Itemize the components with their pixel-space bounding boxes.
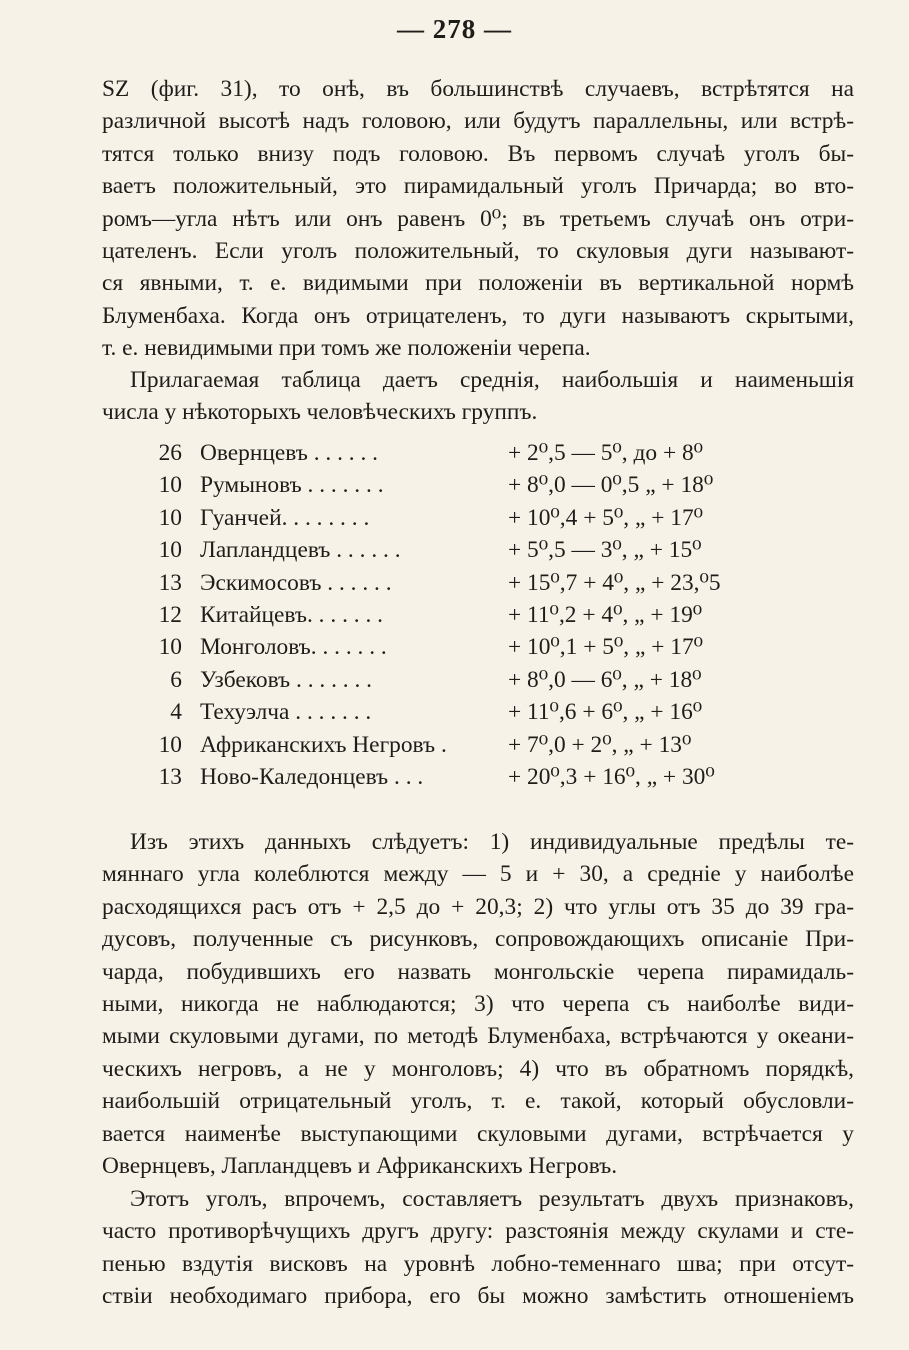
table-group: Ново-Каледонцевъ . . . — [200, 763, 424, 790]
table-values: + 20⁰,3 + 16⁰, „ + 30⁰ — [508, 763, 715, 790]
table-group: Эскимосовъ . . . . . . — [200, 569, 392, 596]
table-values: + 8⁰,0 — 0⁰,5 „ + 18⁰ — [508, 472, 714, 499]
table-group: Китайцевъ. . . . . . . — [200, 601, 384, 628]
text-line: ся явными, т. е. видимыми при положенiи въ вертикальной нормѣ — [102, 270, 854, 297]
paragraph-1 — [102, 73, 854, 365]
table-group: Узбековъ . . . . . . . — [200, 666, 373, 693]
text-line: ствiи необходимаго прибора, его бы можно замѣстить отношенiемъ — [102, 1283, 854, 1310]
text-line: тятся только внизу подъ головою. Въ первомъ случаѣ уголъ бы- — [102, 140, 854, 167]
text-line: т. е. невидимыми при томъ же положенiи черепа. — [102, 335, 591, 362]
table-group: Африканскихъ Негровъ . — [200, 731, 447, 758]
table-values: + 11⁰,2 + 4⁰, „ + 19⁰ — [508, 601, 703, 628]
table-values: + 5⁰,5 — 3⁰, „ + 15⁰ — [508, 537, 702, 564]
table-group: Техуэлча . . . . . . . — [200, 699, 372, 726]
text-line: ромъ—угла нѣтъ или онъ равенъ 0⁰; въ третьемъ случаѣ онъ отри- — [102, 205, 854, 232]
text-line: вается наименѣе выступающими скуловыми дугами, встрѣчается у — [102, 1120, 854, 1147]
table-group: Лапландцевъ . . . . . . — [200, 537, 401, 564]
table-group: Румыновъ . . . . . . . — [200, 472, 384, 499]
text-line: Этотъ уголъ, впрочемъ, составляетъ результатъ двухъ признаковъ, — [130, 1186, 854, 1212]
paragraph-3 — [102, 826, 854, 1182]
table-values: + 10⁰,1 + 5⁰, „ + 17⁰ — [508, 634, 704, 661]
table-count: 10 — [158, 537, 182, 564]
table-values: + 15⁰,7 + 4⁰, „ + 23,⁰5 — [508, 569, 721, 596]
table-count: 6 — [170, 666, 182, 693]
table-values: + 11⁰,6 + 6⁰, „ + 16⁰ — [508, 699, 703, 726]
text-line: часто противорѣчущихъ другъ другу: разстоянiя между скулами и сте- — [102, 1218, 854, 1245]
table-count: 26 — [158, 440, 182, 466]
table-values: + 7⁰,0 + 2⁰, „ + 13⁰ — [508, 731, 692, 758]
table-count: 10 — [158, 731, 182, 758]
text-line: дусовъ, полученные съ рисунковъ, сопровождающихъ описанiе При- — [102, 926, 854, 953]
table-count: 10 — [158, 634, 182, 661]
paragraph-2 — [102, 364, 854, 429]
table-values: + 2⁰,5 — 5⁰, до + 8⁰ — [508, 440, 704, 466]
text-line: мыми скуловыми дугами, по методѣ Блуменбаха, встрѣчаются у океани- — [102, 1023, 854, 1050]
table-count: 13 — [158, 569, 182, 596]
table-count: 12 — [158, 601, 182, 628]
table-group: Овернцевъ . . . . . . — [200, 440, 379, 466]
text-line: различной высотѣ надъ головою, или будутъ параллельны, или встрѣ- — [102, 108, 854, 135]
text-line: цателенъ. Если уголъ положительный, то скуловыя дуги называют- — [102, 237, 854, 264]
table-group: Гуанчей. . . . . . . . — [200, 504, 370, 531]
text-line: ными, никогда не наблюдаются; 3) что черепа съ наиболѣе види- — [102, 990, 854, 1017]
text-line: Изъ этихъ данныхъ слѣдуетъ: 1) индивидуальные предѣлы те- — [130, 829, 854, 855]
text-line: числа у нѣкоторыхъ человѣческихъ группъ. — [102, 399, 538, 426]
text-line: мяннаго угла колеблются между — 5 и + 30, а среднiе у наиболѣе — [102, 861, 854, 888]
text-line: ческихъ негровъ, а не у монголовъ; 4) что въ обратномъ порядкѣ, — [102, 1055, 854, 1082]
table-values: + 10⁰,4 + 5⁰, „ + 17⁰ — [508, 504, 704, 531]
table-count: 4 — [170, 699, 182, 726]
text-line: Блуменбаха. Когда онъ отрицателенъ, то дуги называютъ скрытыми, — [102, 302, 854, 329]
paragraph-4 — [102, 1183, 854, 1313]
page-number: — 278 — — [397, 14, 512, 44]
text-line: пенью вздутiя висковъ на уровнѣ лобно-теменнаго шва; при отсут- — [102, 1250, 854, 1277]
text-line: ваетъ положительный, это пирамидальный уголъ Причарда; во вто- — [102, 173, 854, 200]
text-line: Прилагаемая таблица даетъ среднiя, наибольшiя и наименьшiя — [130, 367, 854, 393]
text-line: Овернцевъ, Лапландцевъ и Африканскихъ Негровъ. — [102, 1152, 618, 1179]
text-line: SZ (фиг. 31), то онѣ, въ большинствѣ случаевъ, встрѣтятся на — [102, 76, 854, 102]
text-line: расходящихся расъ отъ + 2,5 до + 20,3; 2) что углы отъ 35 до 39 гра- — [102, 893, 854, 920]
text-line: наибольшiй отрицательный уголъ, т. е. такой, который обусловли- — [102, 1088, 854, 1115]
text-line: чарда, побудившихъ его назвать монгольскiе черепа пирамидаль- — [102, 958, 854, 985]
table-group: Монголовъ. . . . . . . — [200, 634, 387, 661]
table-count: 10 — [158, 504, 182, 531]
table-count: 10 — [158, 472, 182, 499]
table-count: 13 — [158, 763, 182, 790]
table-values: + 8⁰,0 — 6⁰, „ + 18⁰ — [508, 666, 702, 693]
